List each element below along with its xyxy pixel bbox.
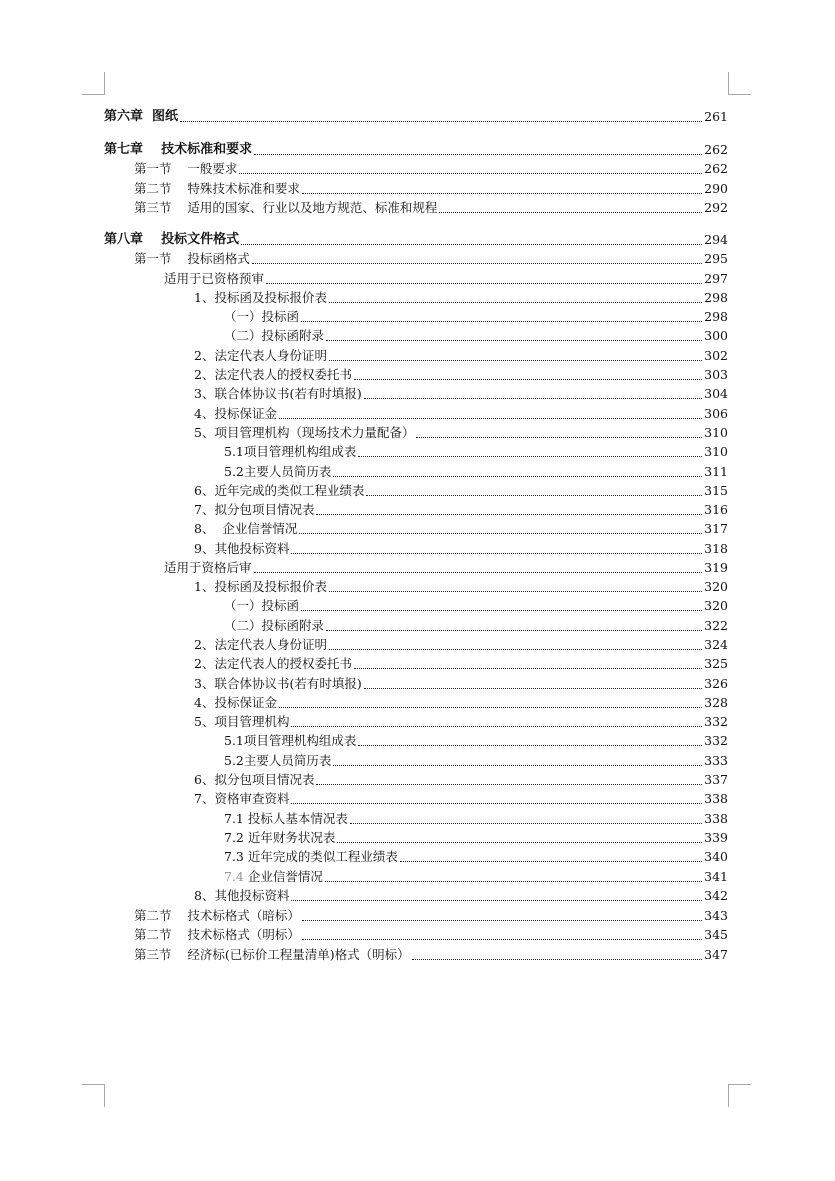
toc-entry-title: 3、联合体协议书(若有时填报)	[194, 386, 362, 401]
toc-entry[interactable]	[104, 576, 728, 595]
toc-page-number: 298	[704, 290, 728, 305]
dot-leader	[439, 211, 702, 213]
toc-entry-title: 4、投标保证金	[194, 695, 277, 710]
toc-entry-title: 第八章 投标文件格式	[104, 232, 240, 247]
dot-leader	[299, 532, 702, 534]
toc-page-number: 345	[704, 927, 728, 942]
dot-leader	[364, 687, 702, 689]
toc-page-number: 306	[704, 406, 728, 421]
toc-entry[interactable]	[104, 538, 728, 557]
toc-chapter-entry[interactable]	[104, 229, 728, 248]
toc-entry-title: 7.2 近年财务状况表	[224, 830, 336, 845]
dot-leader	[358, 744, 702, 746]
toc-page-number: 261	[704, 109, 728, 124]
dot-leader	[326, 629, 702, 631]
toc-entry[interactable]	[104, 158, 728, 177]
toc-entry-title: 第一节 一般要求	[134, 161, 238, 176]
toc-entry-title: 5.2主要人员简历表	[224, 464, 332, 479]
toc-entry[interactable]	[104, 750, 728, 769]
toc-entry-title: 第三节 经济标(已标价工程量清单)格式（明标）	[134, 947, 410, 962]
toc-entry-title: 适用于资格后审	[164, 560, 252, 575]
toc-entry-title: （二）投标函附录	[224, 618, 325, 633]
toc-chapter-entry[interactable]	[104, 106, 728, 125]
dot-leader	[354, 378, 702, 380]
toc-page-number: 298	[704, 309, 728, 324]
dot-leader	[350, 822, 702, 824]
dot-leader	[337, 841, 702, 843]
dot-leader	[252, 262, 702, 264]
toc-entry-title: 5、项目管理机构	[194, 714, 290, 729]
toc-entry-title	[224, 869, 323, 885]
toc-entry[interactable]	[104, 866, 728, 885]
toc-entry[interactable]	[104, 615, 728, 634]
toc-page-number: 325	[704, 656, 728, 671]
toc-page-number: 311	[704, 464, 728, 479]
toc-entry[interactable]	[104, 364, 728, 383]
toc-entry[interactable]	[104, 730, 728, 749]
dot-leader	[329, 590, 702, 592]
toc-entry[interactable]	[104, 499, 728, 518]
toc-entry[interactable]	[104, 557, 728, 576]
dot-leader	[416, 436, 702, 438]
toc-entry-title: 第二节 技术标格式（明标）	[134, 927, 300, 942]
toc-entry-title: 5.1项目管理机构组成表	[224, 733, 357, 748]
toc-entry[interactable]	[104, 827, 728, 846]
dot-leader	[291, 725, 702, 727]
toc-entry-title: （一）投标函	[224, 309, 300, 324]
toc-entry-title: 第二节 特殊技术标准和要求	[134, 181, 300, 196]
dot-leader	[266, 282, 702, 284]
dot-leader	[254, 571, 703, 573]
toc-page-number: 339	[704, 830, 728, 845]
toc-page-number: 332	[704, 714, 728, 729]
toc-page-number: 262	[704, 142, 728, 157]
toc-entry-title: （二）投标函附录	[224, 328, 325, 343]
crop-mark-bottom-left	[82, 1084, 105, 1107]
toc-entry-title: （一）投标函	[224, 598, 300, 613]
toc-entry-title: 7.1 投标人基本情况表	[224, 811, 348, 826]
toc-page-number: 343	[704, 908, 728, 923]
dot-leader	[329, 648, 702, 650]
toc-entry-title: 8、其他投标资料	[194, 888, 290, 903]
toc-entry[interactable]	[104, 441, 728, 460]
toc-page-number: 303	[704, 367, 728, 382]
dot-leader	[316, 513, 702, 515]
toc-page-number: 290	[704, 181, 728, 196]
toc-page-number: 319	[704, 560, 728, 575]
toc-entry[interactable]	[104, 403, 728, 422]
dot-leader	[301, 609, 702, 611]
toc-page-number: 317	[704, 521, 728, 536]
toc-entry[interactable]	[104, 808, 728, 827]
toc-entry[interactable]	[104, 287, 728, 306]
toc-page-number: 310	[704, 444, 728, 459]
toc-entry-title: 适用于已资格预审	[164, 271, 265, 286]
toc-page-number: 300	[704, 328, 728, 343]
toc-entry[interactable]	[104, 248, 728, 267]
toc-entry-title: 5.1项目管理机构组成表	[224, 444, 357, 459]
toc-entry-title: 4、投标保证金	[194, 406, 277, 421]
toc-page-number: 326	[704, 676, 728, 691]
toc-entry-title: 1、投标函及投标报价表	[194, 579, 327, 594]
toc-entry[interactable]	[104, 197, 728, 216]
toc-page-number: 347	[704, 947, 728, 962]
toc-page-number: 332	[704, 733, 728, 748]
toc-entry[interactable]	[104, 178, 728, 197]
toc-entry-title: 8、 企业信誉情况	[194, 521, 298, 536]
toc-entry-title: 7、拟分包项目情况表	[194, 502, 315, 517]
dot-leader	[325, 880, 702, 882]
toc-page-number: 262	[704, 161, 728, 176]
dot-leader	[316, 783, 702, 785]
toc-page-number: 338	[704, 791, 728, 806]
dot-leader	[291, 899, 702, 901]
toc-entry[interactable]	[104, 846, 728, 865]
toc-entry[interactable]	[104, 692, 728, 711]
toc-entry-title: 1、投标函及投标报价表	[194, 290, 327, 305]
toc-entry[interactable]	[104, 653, 728, 672]
toc-page-number: 294	[704, 232, 728, 247]
toc-entry-title: 第七章 技术标准和要求	[104, 142, 253, 157]
toc-entry[interactable]	[104, 905, 728, 924]
dot-leader	[400, 860, 702, 862]
dot-leader	[180, 120, 702, 122]
toc-entry-title-text: 企业信誉情况	[243, 869, 323, 884]
dot-leader	[412, 958, 702, 960]
toc-entry-title: 6、拟分包项目情况表	[194, 772, 315, 787]
toc-entry[interactable]	[104, 461, 728, 480]
toc-entry-title: 第六章 图纸	[104, 109, 179, 124]
toc-page-number: 318	[704, 541, 728, 556]
toc-entry[interactable]	[104, 325, 728, 344]
toc-entry[interactable]	[104, 885, 728, 904]
toc-entry-title: 3、联合体协议书(若有时填报)	[194, 676, 362, 691]
toc-page-number: 342	[704, 888, 728, 903]
toc-entry[interactable]	[104, 383, 728, 402]
toc-entry[interactable]	[104, 595, 728, 614]
toc-entry-title: 2、法定代表人的授权委托书	[194, 656, 352, 671]
toc-page-number: 310	[704, 425, 728, 440]
toc-page-number: 341	[704, 869, 728, 884]
dot-leader	[354, 667, 702, 669]
dot-leader	[329, 301, 702, 303]
dot-leader	[301, 320, 702, 322]
toc-page-number: 337	[704, 772, 728, 787]
toc-page-number: 304	[704, 386, 728, 401]
toc-entry[interactable]	[104, 788, 728, 807]
dot-leader	[279, 417, 702, 419]
toc-entry-number: 7.4	[224, 869, 244, 884]
toc-page-number: 316	[704, 502, 728, 517]
crop-mark-top-right	[728, 72, 751, 95]
dot-leader	[302, 938, 702, 940]
toc-chapter-entry[interactable]	[104, 139, 728, 158]
toc-page-number: 297	[704, 271, 728, 286]
toc-entry[interactable]	[104, 480, 728, 499]
toc-page-number: 324	[704, 637, 728, 652]
toc-page-number: 333	[704, 753, 728, 768]
toc-entry-title: 2、法定代表人身份证明	[194, 348, 327, 363]
dot-leader	[333, 764, 702, 766]
toc-entry-title: 第一节 投标函格式	[134, 251, 250, 266]
toc-page-number: 315	[704, 483, 728, 498]
toc-entry-title: 2、法定代表人身份证明	[194, 637, 327, 652]
toc-entry[interactable]	[104, 924, 728, 943]
toc-page-number: 322	[704, 618, 728, 633]
toc-entry[interactable]	[104, 518, 728, 537]
toc-entry-title: 第三节 适用的国家、行业以及地方规范、标准和规程	[134, 200, 438, 215]
crop-mark-top-left	[82, 72, 105, 95]
dot-leader	[291, 552, 702, 554]
toc-page-number: 302	[704, 348, 728, 363]
toc-entry[interactable]	[104, 345, 728, 364]
toc-entry-title: 9、其他投标资料	[194, 541, 290, 556]
toc-entry-title: 5、项目管理机构（现场技术力量配备）	[194, 425, 415, 440]
dot-leader	[329, 359, 702, 361]
toc-entry-title: 5.2主要人员简历表	[224, 753, 332, 768]
toc-entry[interactable]	[104, 634, 728, 653]
dot-leader	[366, 494, 702, 496]
toc-entry[interactable]	[104, 769, 728, 788]
toc-page-number: 320	[704, 579, 728, 594]
toc-page-number: 292	[704, 200, 728, 215]
toc-entry-title: 第二节 技术标格式（暗标）	[134, 908, 300, 923]
dot-leader	[279, 706, 702, 708]
toc-entry[interactable]	[104, 422, 728, 441]
toc-page-number: 328	[704, 695, 728, 710]
dot-leader	[302, 919, 702, 921]
dot-leader	[333, 475, 702, 477]
dot-leader	[326, 339, 702, 341]
toc-entry-title: 2、法定代表人的授权委托书	[194, 367, 352, 382]
toc-entry[interactable]	[104, 306, 728, 325]
toc-page-number: 295	[704, 251, 728, 266]
toc-entry-title: 7.3 近年完成的类似工程业绩表	[224, 849, 398, 864]
toc-entry[interactable]	[104, 711, 728, 730]
dot-leader	[241, 243, 702, 245]
toc-entry[interactable]	[104, 268, 728, 287]
toc-page-number: 338	[704, 811, 728, 826]
crop-mark-bottom-right	[728, 1084, 751, 1107]
toc-page-number: 340	[704, 849, 728, 864]
dot-leader	[302, 192, 702, 194]
dot-leader	[239, 172, 702, 174]
toc-entry[interactable]	[104, 673, 728, 692]
toc-entry-title: 7、资格审查资料	[194, 791, 290, 806]
toc-entry-title: 6、近年完成的类似工程业绩表	[194, 483, 365, 498]
dot-leader	[364, 397, 702, 399]
toc-page-number: 320	[704, 598, 728, 613]
dot-leader	[358, 455, 702, 457]
dot-leader	[291, 802, 702, 804]
dot-leader	[254, 153, 702, 155]
toc-entry[interactable]	[104, 944, 728, 963]
